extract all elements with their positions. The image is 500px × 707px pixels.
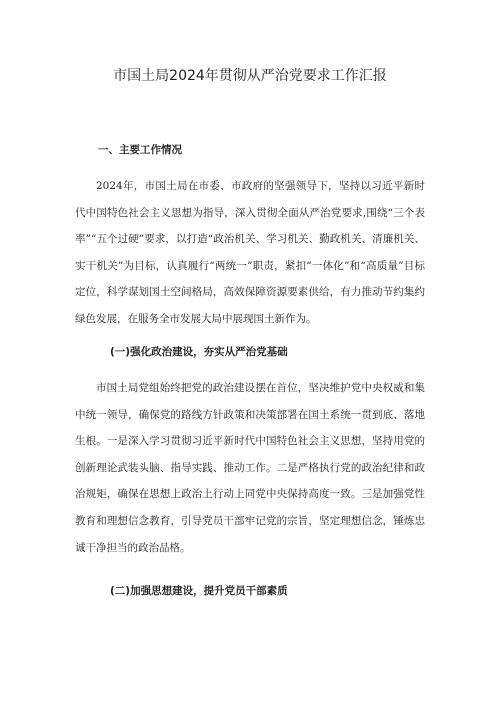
subsection-heading-political: (一)强化政治建设，夯实从严治党基础	[110, 346, 288, 358]
paragraph-political-construction: 市国土局党组始终把党的政治建设摆在首位，坚决维护党中央权威和集中统一领导，确保党的路线方针政策和决策部署在国土系统一贯到底、落地生根。一是深入学习贯彻习近平新时代中国特色社会主义思想，坚持用党的创新理论武装头脑、指导实践、推动工作。二是严格执行党的政治纪律和政治规矩，确保在思想上政治上行动上同党中央保持高度一致。三是加强党性教育和理想信念教育，引导党员干部牢记党的宗旨，坚定理想信念，锤炼忠诚干净担当的政治品格。	[75, 382, 425, 554]
paragraph-overview: 2024年，市国土局在市委、市政府的坚强领导下，坚持以习近平新时代中国特色社会主义思想为指导，深入贯彻全面从严治党要求,围绕“三个表率”“五个过硬”要求，以打造“政治机关、学习机关、勤政机关、清廉机关、实干机关”为目标，认真履行“两统一”职责，紧扣“一体化”和“高质量”目标定位，科学谋划国土空间格局，高效保障资源要素供给，有力推动节约集约绿色发展，在服务全市发展大局中展现国土新作为。	[75, 180, 425, 325]
section-heading-main-work: 一、主要工作情况	[98, 144, 182, 156]
subsection-heading-ideological: (二)加强思想建设，提升党员干部素质	[110, 585, 288, 597]
document-title: 市国土局2024年贯彻从严治党要求工作汇报	[113, 68, 387, 84]
